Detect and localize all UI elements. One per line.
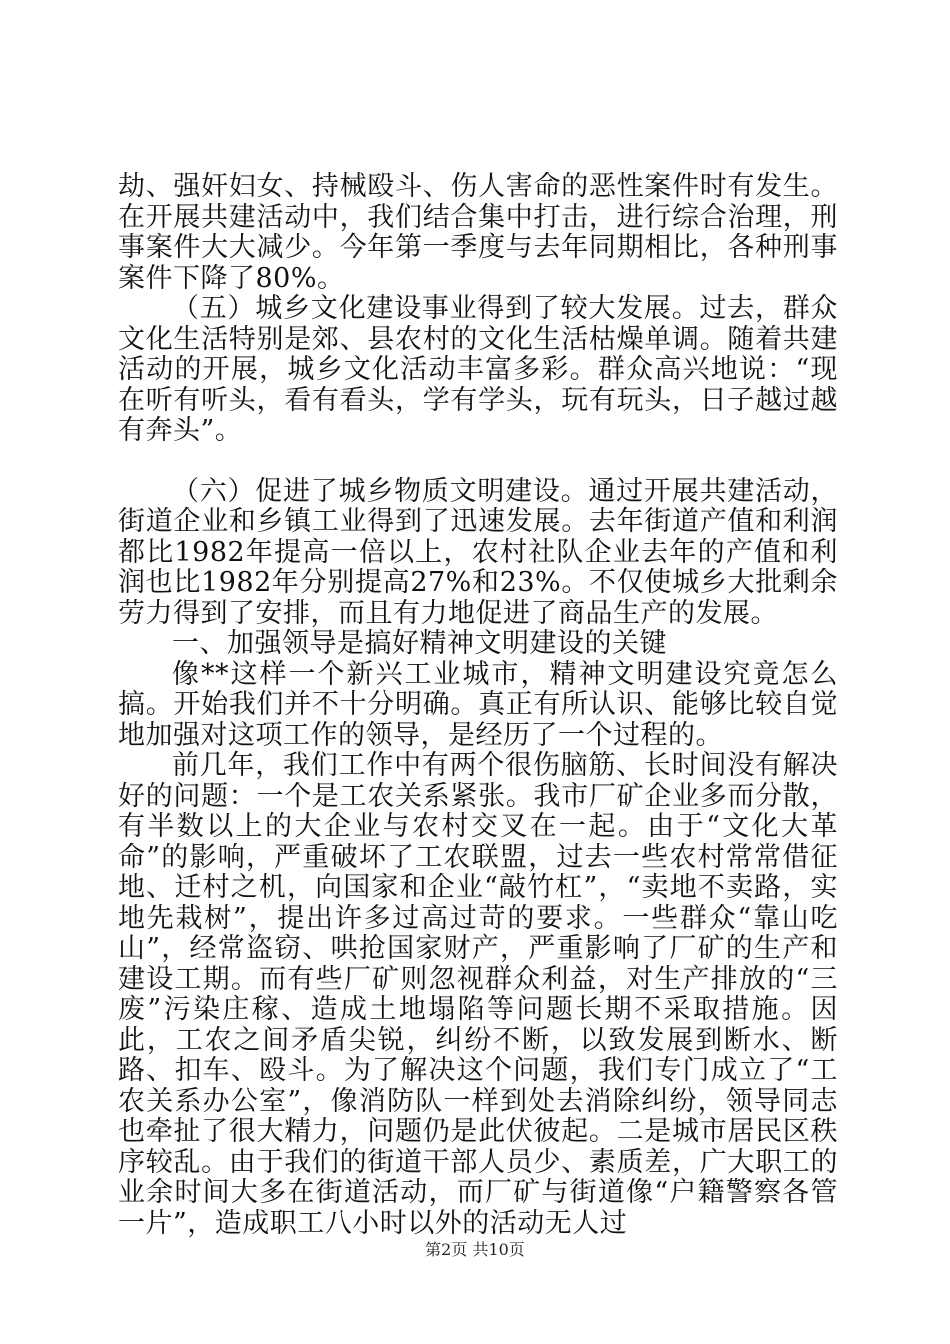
paragraph-intro: 像**这样一个新兴工业城市，精神文明建设究竟怎么搞。开始我们并不十分明确。真正有所认识、能够比较自觉地加强对这项工作的领导，是经历了一个过程的。 <box>118 658 838 751</box>
section-heading: 一、加强领导是搞好精神文明建设的关键 <box>172 628 667 659</box>
page-number-footer: 第2页 共10页 <box>425 1240 525 1259</box>
document-body <box>118 172 838 1239</box>
paragraph-problems: 前几年，我们工作中有两个很伤脑筋、长时间没有解决好的问题：一个是工农关系紧张。我市厂矿企业多而分散，有半数以上的大企业与农村交叉在一起。由于“文化大革命”的影响，严重破坏了工农联盟，过去一些农村常常借征地、迁村之机，向国家和企业“敲竹杠”，“卖地不卖路，实地先栽树”，提出许多过高过苛的要求。一些群众“靠山吃山”，经常盗窃、哄抢国家财产，严重影响了厂矿的生产和建设工期。而有些厂矿则忽视群众利益，对生产排放的“三废”污染庄稼、造成土地塌陷等问题长期不采取措施。因此，工农之间矛盾尖锐，纠纷不断，以致发展到断水、断路、扣车、殴斗。为了解决这个问题，我们专门成立了“工农关系办公室”，像消防队一样到处去消除纠纷，领导同志也牵扯了很大精力，问题仍是此伏彼起。二是城市居民区秩序较乱。由于我们的街道干部人员少、素质差，广大职工的业余时间大多在街道活动，而厂矿与街道像“户籍警察各管一片”，造成职工八小时以外的活动无人过 <box>118 750 838 1239</box>
paragraph-continuation: 劫、强奸妇女、持械殴斗、伤人害命的恶性案件时有发生。在开展共建活动中，我们结合集中打击，进行综合治理，刑事案件大大减少。今年第一季度与去年同期相比，各种刑事案件下降了80%。 <box>118 171 838 294</box>
paragraph-section-five: （五）城乡文化建设事业得到了较大发展。过去，群众文化生活特别是郊、县农村的文化生活枯燥单调。随着共建活动的开展，城乡文化活动丰富多彩。群众高兴地说：“现在听有听头，看有看头，学有学头，玩有玩头，日子越过越有奔头”。 <box>118 293 838 446</box>
paragraph-section-six: （六）促进了城乡物质文明建设。通过开展共建活动，街道企业和乡镇工业得到了迅速发展。去年街道产值和利润都比1982年提高一倍以上，农村社队企业去年的产值和利润也比1982年分别提高27%和23%。不仅使城乡大批剩余劳力得到了安排，而且有力地促进了商品生产的发展。 <box>118 475 838 629</box>
